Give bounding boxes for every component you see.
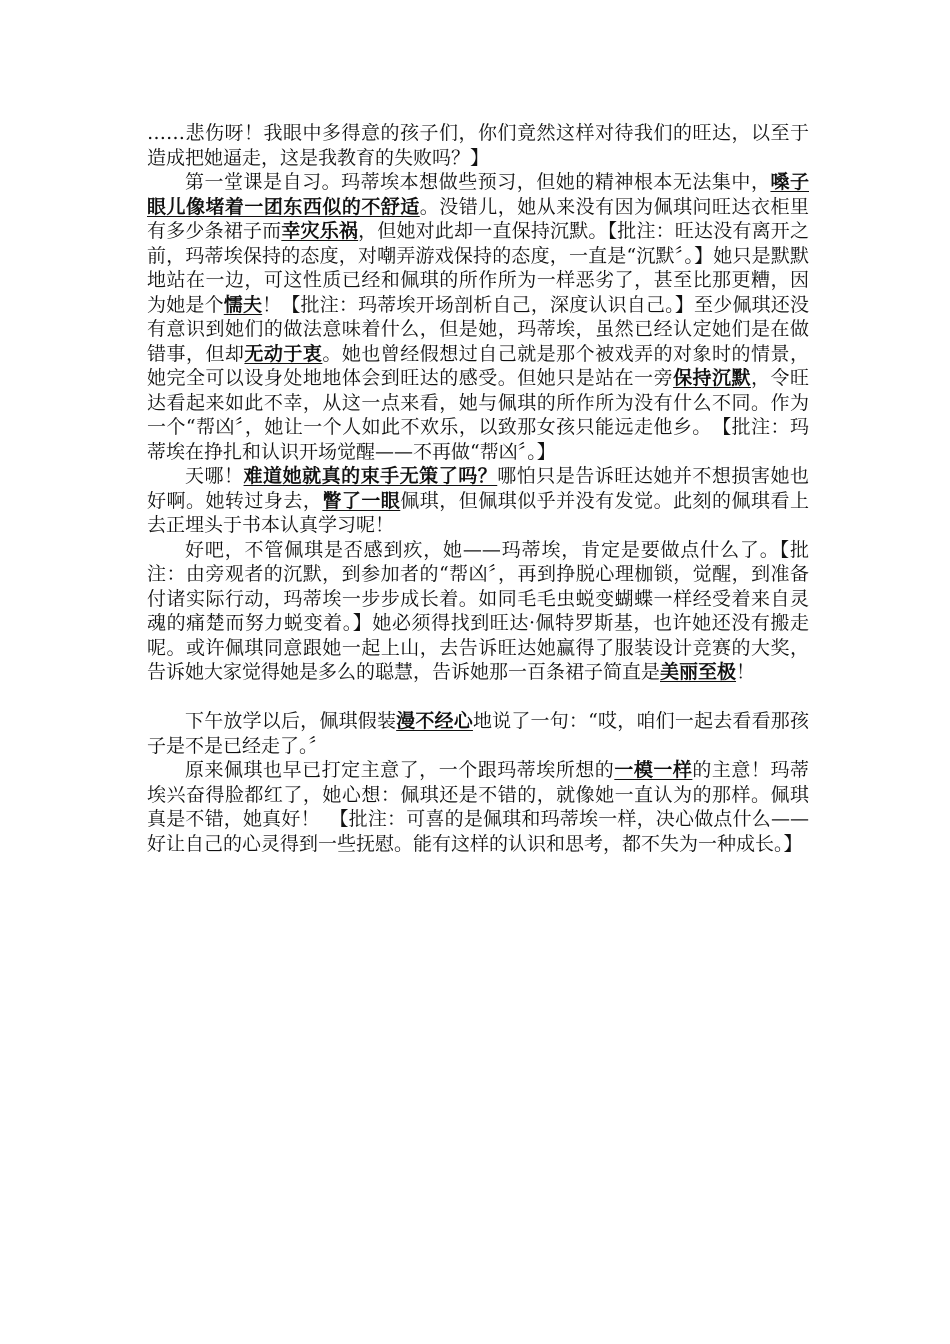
highlighted-phrase: 瞥了一眼 [322,489,401,512]
text-run: ，但她对此却一直保持沉默。【批注：旺达没有离开之前，玛蒂埃保持的态度，对嘲弄游戏保持的态度，一直是“沉默〞。】她只是默默地站在一边，可这性质已经和佩琪的所作所为一样恶劣了，甚至比那更糟，因为她是个 [147,220,809,316]
text-run: ！【批注：玛蒂埃开场剖析自己，深度认识自己。】至少佩琪还没有意识到她们的做法意味着什么，但是她，玛蒂埃，虽然已经认定她们是在做错事，但却 [147,293,809,365]
text-run: 好吧，不管佩琪是否感到疚，她——玛蒂埃，肯定是要做点什么了。【批注：由旁观者的沉默，到参加者的“帮凶〞，再到挣脱心理枷锁，觉醒，到准备付诸实际行动，玛蒂埃一步步成长着。如同毛毛虫蜕变蝴蝶一样经受着来自灵魂的痛楚而努力蜕变着。】她必须得找到旺达·佩特罗斯基，也许她还没有搬走呢。或许佩琪同意跟她一起上山，去告诉旺达她赢得了服装设计竞赛的大奖，告诉她大家觉得她是多么的聪慧，告诉她那一百条裙子简直是 [147,538,809,683]
highlighted-phrase: 难道她就真的束手无策了吗？ [243,465,498,487]
blank-line [147,685,809,710]
text-run: ！ [736,661,756,683]
paragraph [147,538,809,685]
highlighted-phrase: 无动于衷 [244,342,323,365]
text-run: 天哪！ [185,465,244,487]
paragraph [147,709,809,758]
paragraph [147,464,809,538]
highlighted-phrase: 幸灾乐祸 [281,220,359,242]
text-run: 佩琪，但佩琪似乎并没有发觉。此刻的佩琪看上去正埋头于书本认真学习呢！ [147,489,809,536]
text-run: ……悲伤呀！我眼中多得意的孩子们，你们竟然这样对待我们的旺达，以至于造成把她逼走，这是我教育的失败吗？】 [147,122,809,169]
text-run: 。她也曾经假想过自己就是那个被戏弄的对象时的情景，她完全可以设身处地地体会到旺达的感受。但她只是站在一旁 [147,342,809,389]
highlighted-phrase: 保持沉默 [673,367,751,389]
text-run: 哪怕只是告诉旺达她并不想损害她也好啊。她转过身去， [147,465,809,512]
paragraph [147,758,809,856]
paragraph [147,170,809,464]
text-run: 的主意！玛蒂埃兴奋得脸都红了，她心想：佩琪还是不错的，就像她一直认为的那样。佩琪真是不错，她真好！ 【批注：可喜的是佩琪和玛蒂埃一样，决心做点什么——好让自己的心灵得到一些抚慰。能有这样的认识和思考，都不失为一种成长。】 [147,759,809,855]
paragraph [147,121,809,170]
highlighted-phrase: 美丽至极 [660,661,737,683]
highlighted-phrase: 懦夫 [223,293,263,316]
document-body [147,121,809,856]
text-run: 下午放学以后，佩琪假装 [185,710,397,732]
text-run: ，令旺达看起来如此不幸，从这一点来看，她与佩琪的所作所为没有什么不同。作为一个“帮凶〞，她让一个人如此不欢乐，以致那女孩只能远走他乡。 【批注：玛蒂埃在挣扎和认识开场觉醒——不再做“帮凶〞。】 [147,367,809,463]
highlighted-phrase: 一模一样 [614,759,693,781]
highlighted-phrase: 嗓子眼儿像堵着一团东西似的不舒适 [147,171,809,218]
text-run: 地说了一句：“哎，咱们一起去看看那孩子是不是已经走了。〞 [147,710,809,757]
text-run: 原来佩琪也早已打定主意了，一个跟玛蒂埃所想的 [185,759,615,781]
text-run: 。没错儿，她从来没有因为佩琪问旺达衣柜里有多少条裙子而 [147,195,809,242]
highlighted-phrase: 漫不经心 [396,710,473,732]
text-run: 第一堂课是自习。玛蒂埃本想做些预习，但她的精神根本无法集中， [185,171,771,193]
